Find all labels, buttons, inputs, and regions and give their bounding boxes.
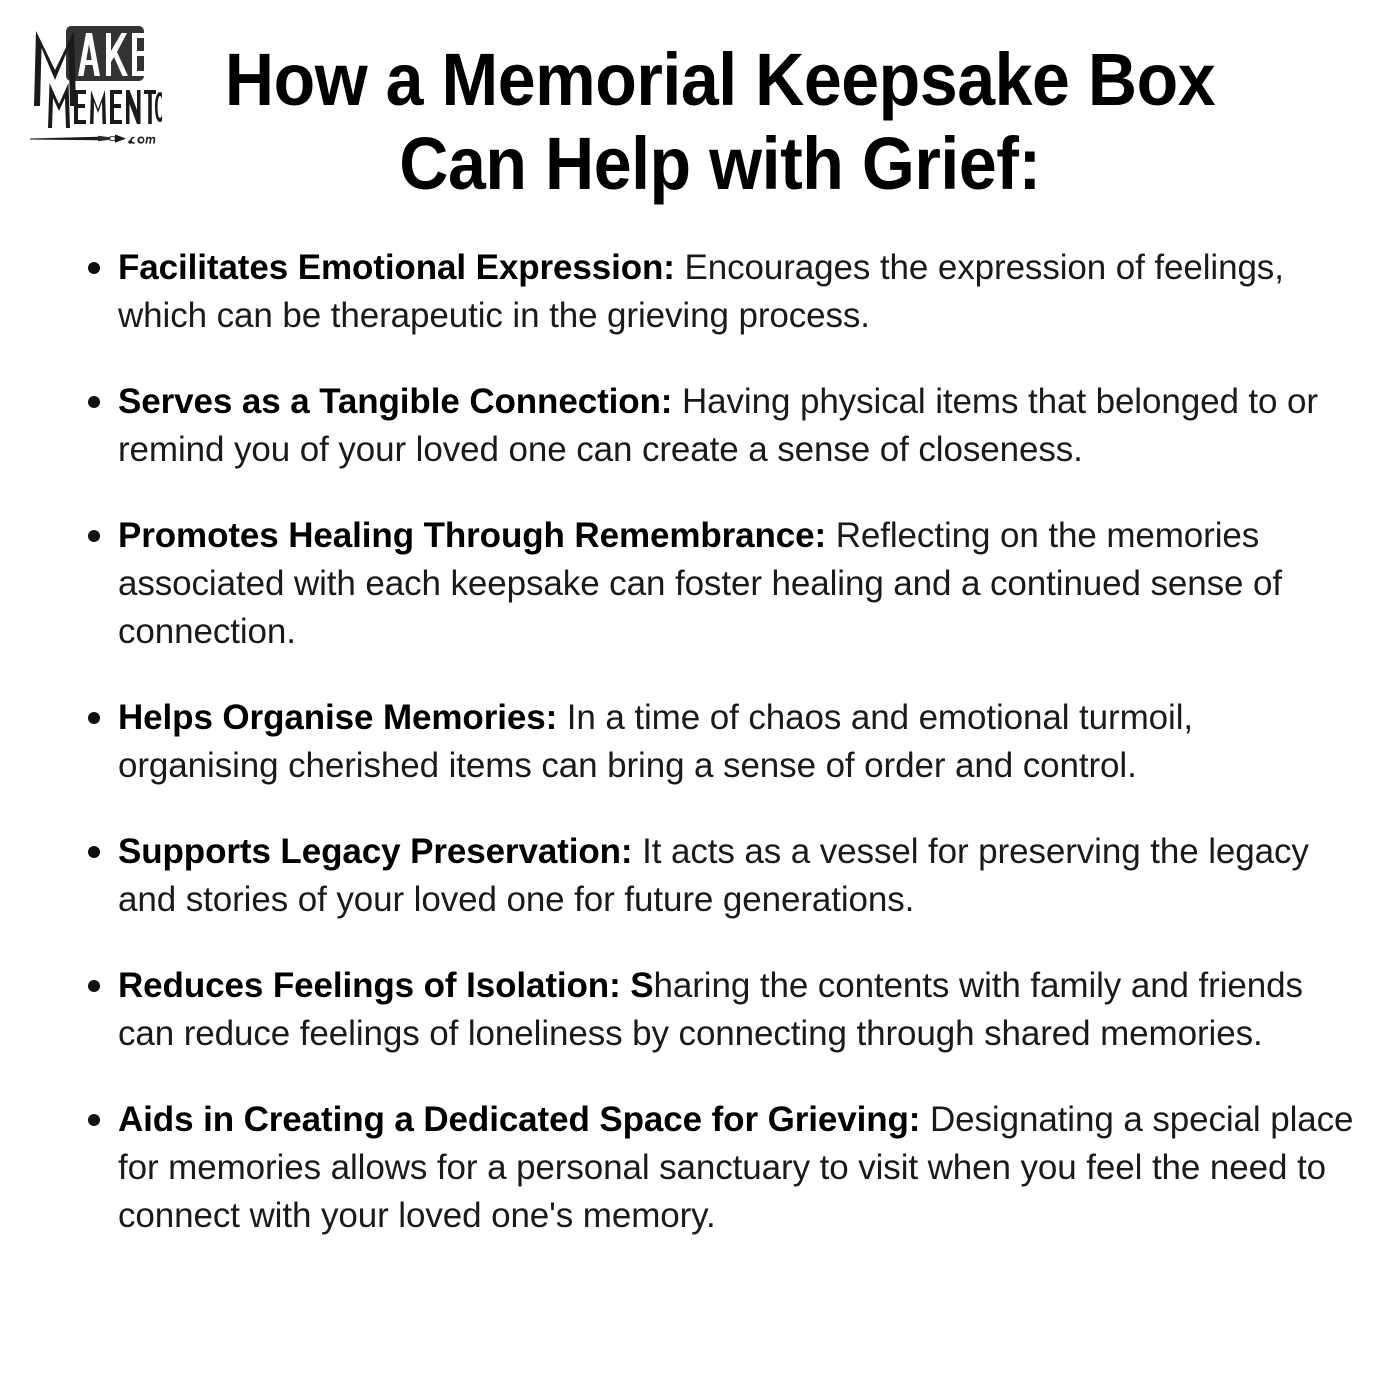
list-item-label: Facilitates Emotional Expression:	[118, 248, 675, 287]
list-item	[88, 962, 1356, 1058]
logo-word-emento	[74, 90, 162, 124]
list-item	[88, 244, 1356, 340]
list-item	[88, 1096, 1356, 1240]
list-item-label: Supports Legacy Preservation:	[118, 832, 633, 871]
list-item-text	[118, 962, 1356, 1058]
logo-tld-mark	[128, 137, 155, 144]
list-item-text	[118, 1096, 1356, 1240]
list-item-label: Helps Organise Memories:	[118, 698, 558, 737]
bullet-dot-icon	[88, 262, 100, 274]
list-item-body: In a time of chaos and emotional turmoil, organising cherished items can bring a sense of order and control.	[118, 698, 1193, 785]
brand-logo	[22, 18, 162, 146]
list-item	[88, 828, 1356, 924]
list-item-label: Aids in Creating a Dedicated Space for Grieving:	[118, 1100, 921, 1139]
list-item-body: Encourages the expression of feelings, which can be therapeutic in the grieving process.	[118, 248, 1284, 335]
list-item-text	[118, 694, 1356, 790]
list-item-label: Reduces Feelings of Isolation: S	[118, 966, 654, 1005]
bullet-dot-icon	[88, 1114, 100, 1126]
list-item-label: Serves as a Tangible Connection:	[118, 382, 673, 421]
list-item	[88, 512, 1356, 656]
brand-logo-graphic	[22, 18, 162, 146]
benefits-list	[88, 244, 1356, 1240]
list-item	[88, 694, 1356, 790]
bullet-dot-icon	[88, 712, 100, 724]
bullet-dot-icon	[88, 396, 100, 408]
logo-paintbrush-icon	[30, 134, 126, 142]
bullet-dot-icon	[88, 846, 100, 858]
list-item-text	[118, 828, 1356, 924]
page-title	[170, 38, 1270, 206]
list-item-body: Designating a special place for memories allows for a personal sanctuary to visit when you feel the need to connect with your loved one's memory.	[118, 1100, 1354, 1235]
list-item-text	[118, 378, 1356, 474]
page-title-line-1: How a Memorial Keepsake Box	[224, 38, 1216, 121]
list-item	[88, 378, 1356, 474]
list-item-label: Promotes Healing Through Remembrance:	[118, 516, 827, 555]
bullet-dot-icon	[88, 530, 100, 542]
logo-letter-m-top	[34, 31, 76, 106]
list-item-body: Reflecting on the memories associated with each keepsake can foster healing and a continued sense of connection.	[118, 516, 1283, 651]
list-item-text	[118, 512, 1356, 656]
list-item-text	[118, 244, 1356, 340]
page-title-line-2: Can Help with Grief:	[399, 122, 1041, 205]
logo-letter-m-bottom	[48, 83, 70, 128]
list-item-body: haring the contents with family and friends can reduce feelings of loneliness by connecting through shared memories.	[118, 966, 1303, 1053]
list-item-body: Having physical items that belonged to or remind you of your loved one can create a sense of closeness.	[118, 382, 1318, 469]
list-item-body: It acts as a vessel for preserving the legacy and stories of your loved one for future generations.	[118, 832, 1309, 919]
bullet-dot-icon	[88, 980, 100, 992]
